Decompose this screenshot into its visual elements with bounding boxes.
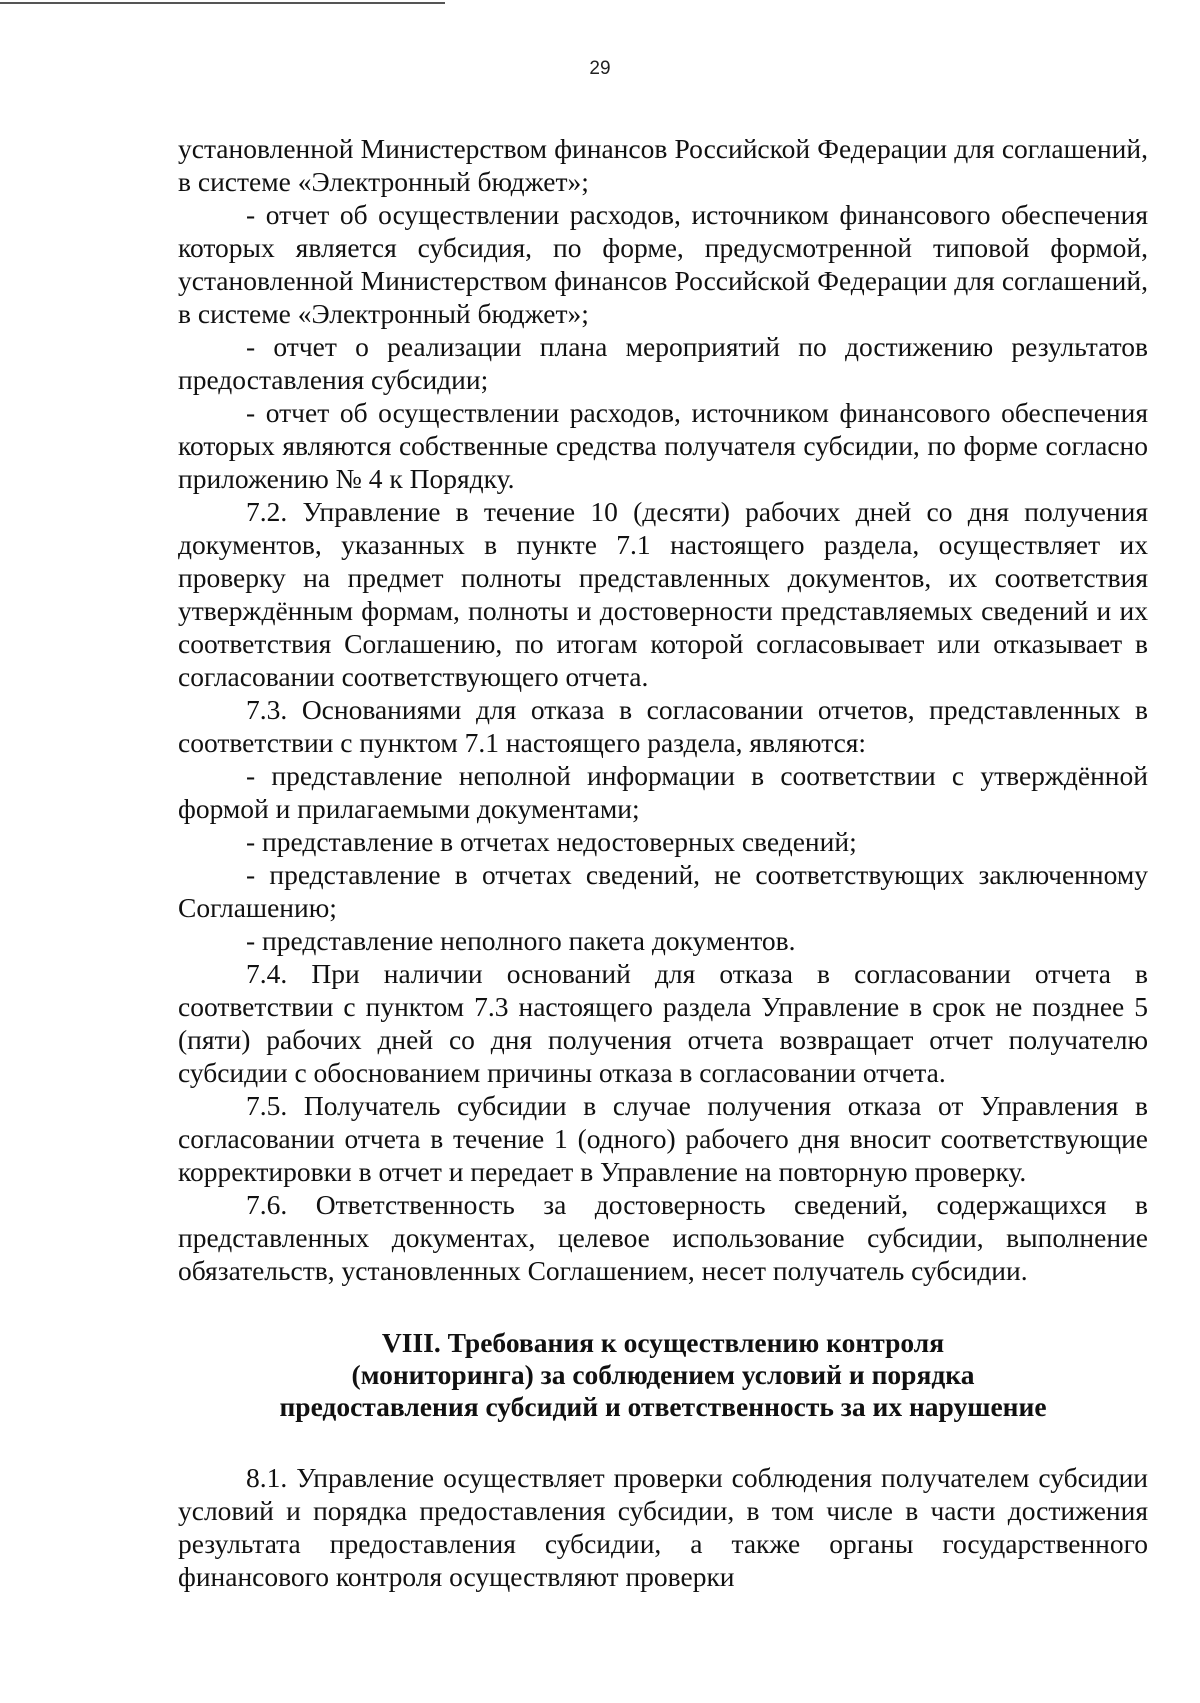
paragraph: - представление неполного пакета документов. bbox=[246, 925, 796, 956]
document-body bbox=[178, 132, 1148, 1593]
paragraph: - отчет о реализации плана мероприятий по достижению результатов предоставления субсидии; bbox=[178, 331, 1148, 395]
heading-line-2: (мониторинга) за соблюдением условий и порядка bbox=[351, 1359, 975, 1390]
paragraph: 7.3. Основаниями для отказа в согласовании отчетов, представленных в соответствии с пунктом 7.1 настоящего раздела, являются: bbox=[178, 694, 1148, 758]
paragraph: - отчет об осуществлении расходов, источником финансового обеспечения которых являются собственные средства получателя субсидии, по форме согласно приложению № 4 к Порядку. bbox=[178, 397, 1148, 494]
section-7-text bbox=[178, 132, 1148, 1287]
paragraph: установленной Министерством финансов Российской Федерации для соглашений, в системе «Электронный бюджет»; bbox=[178, 133, 1148, 197]
paragraph: 7.2. Управление в течение 10 (десяти) рабочих дней со дня получения документов, указанных в пункте 7.1 настоящего раздела, осуществляет их проверку на предмет полноты представленных документов, их соответствия утверждённым формам, полноты и достоверности представляемых сведений и их соответствия Соглашению, по итогам которой согласовывает или отказывает в согласовании соответствующего отчета. bbox=[178, 496, 1148, 692]
paragraph: 8.1. Управление осуществляет проверки соблюдения получателем субсидии условий и порядка предоставления субсидии, в том числе в части достижения результата предоставления субсидии, а также органы государственного финансового контроля осуществляют проверки bbox=[178, 1462, 1148, 1592]
paragraph: 7.5. Получатель субсидии в случае получения отказа от Управления в согласовании отчета в течение 1 (одного) рабочего дня вносит соответствующие корректировки в отчет и передает в Управление на повторную проверку. bbox=[178, 1090, 1148, 1187]
paragraph: - представление неполной информации в соответствии с утверждённой формой и прилагаемыми документами; bbox=[178, 760, 1148, 824]
paragraph: 7.6. Ответственность за достоверность сведений, содержащихся в представленных документах, целевое использование субсидии, выполнение обязательств, установленных Соглашением, несет получатель субсидии. bbox=[178, 1189, 1148, 1286]
page-number: 29 bbox=[589, 58, 611, 79]
section-8-text bbox=[178, 1461, 1148, 1593]
scan-edge-line bbox=[0, 2, 445, 4]
paragraph: 7.4. При наличии оснований для отказа в согласовании отчета в соответствии с пунктом 7.3 настоящего раздела Управление в срок не позднее 5 (пяти) рабочих дней со дня получения отчета возвращает отчет получателю субсидии с обоснованием причины отказа в согласовании отчета. bbox=[178, 958, 1148, 1088]
heading-line-3: предоставления субсидий и ответственность за их нарушение bbox=[279, 1391, 1047, 1422]
section-heading bbox=[178, 1327, 1148, 1423]
paragraph: - представление в отчетах сведений, не соответствующих заключенному Соглашению; bbox=[178, 859, 1148, 923]
heading-line-1: VIII. Требования к осуществлению контроля bbox=[381, 1327, 945, 1358]
paragraph: - отчет об осуществлении расходов, источником финансового обеспечения которых является субсидия, по форме, предусмотренной типовой формой, установленной Министерством финансов Российской Федерации для соглашений, в системе «Электронный бюджет»; bbox=[178, 199, 1148, 329]
paragraph: - представление в отчетах недостоверных сведений; bbox=[246, 826, 857, 857]
